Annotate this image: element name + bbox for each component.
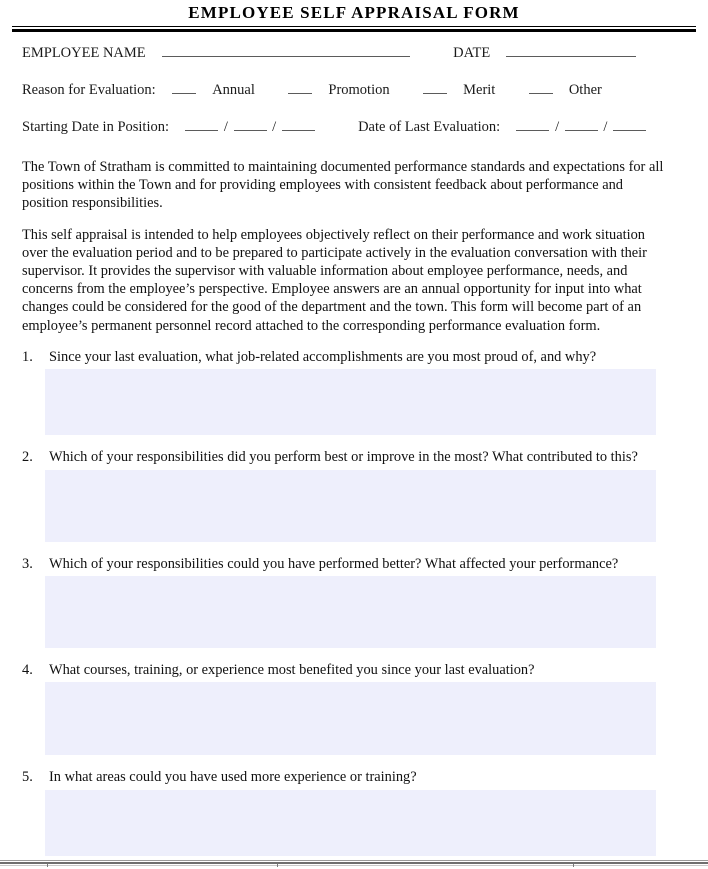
- page-title: EMPLOYEE SELF APPRAISAL FORM: [188, 3, 520, 22]
- question-heading: [22, 661, 686, 679]
- question-text: In what areas could you have used more experience or training?: [49, 769, 417, 786]
- answer-field-2[interactable]: [45, 470, 656, 542]
- question-item: [22, 348, 686, 435]
- intro-paragraph-1: The Town of Stratham is committed to maintaining documented performance standards and expectations for all positions within the Town and for providing employees with consistent feedback about performance and position responsibilities.: [22, 159, 664, 212]
- question-text: Which of your responsibilities did you perform best or improve in the most? What contributed to this?: [49, 449, 638, 466]
- reason-checkbox-merit[interactable]: [423, 78, 447, 94]
- reason-for-evaluation-row: [22, 78, 686, 115]
- question-heading: [22, 448, 686, 466]
- header-form-area: [0, 41, 708, 152]
- reason-checkbox-annual[interactable]: [172, 78, 196, 94]
- date-separator: /: [223, 119, 228, 135]
- starting-date-day-input[interactable]: [234, 115, 267, 131]
- intro-text-area: [0, 158, 708, 335]
- employee-name-input[interactable]: [162, 41, 410, 57]
- reason-for-evaluation-label: Reason for Evaluation:: [22, 82, 156, 98]
- reason-checkbox-promotion[interactable]: [288, 78, 312, 94]
- answer-field-5[interactable]: [45, 790, 656, 856]
- reason-option-label-annual: Annual: [212, 82, 255, 98]
- answer-field-3[interactable]: [45, 576, 656, 648]
- question-item: [22, 661, 686, 755]
- question-number: 5.: [22, 769, 33, 786]
- question-number: 1.: [22, 348, 33, 365]
- last-evaluation-year-input[interactable]: [613, 115, 646, 131]
- question-item: [22, 448, 686, 541]
- question-text: What courses, training, or experience most benefited you since your last evaluation?: [49, 662, 535, 679]
- starting-date-year-input[interactable]: [282, 115, 315, 131]
- last-evaluation-day-input[interactable]: [565, 115, 598, 131]
- question-item: [22, 555, 686, 648]
- questions-list: [0, 348, 708, 856]
- intro-paragraph-2: This self appraisal is intended to help employees objectively reflect on their performance and work situation over the evaluation period and to be prepared to participate actively in the evaluation conversation with their supervisor. It provides the supervisor with valuable information about employee performance, needs, and concerns from the employee’s perspective. Employee answers are an annual opportunity for input into what changes could be considered for the good of the department and the town. This form will become part of an employee’s permanent personnel record attached to the corresponding performance evaluation form.: [22, 226, 647, 334]
- divider-tick: [47, 864, 48, 867]
- employee-name-row: [22, 41, 686, 78]
- reason-option-label-other: Other: [568, 82, 602, 98]
- question-heading: [22, 555, 686, 573]
- date-separator: /: [272, 119, 277, 135]
- answer-field-1[interactable]: [45, 369, 656, 435]
- divider-line: [0, 865, 708, 866]
- employee-name-label: EMPLOYEE NAME: [22, 45, 146, 61]
- reason-option-label-merit: Merit: [463, 82, 496, 98]
- date-input[interactable]: [506, 41, 636, 57]
- question-heading: [22, 768, 686, 786]
- question-number: 3.: [22, 555, 33, 572]
- question-number: 4.: [22, 662, 33, 679]
- date-separator: /: [603, 119, 608, 135]
- starting-date-label: Starting Date in Position:: [22, 119, 170, 135]
- page-break-divider: [0, 860, 708, 869]
- date-label: DATE: [453, 45, 491, 61]
- starting-date-month-input[interactable]: [185, 115, 218, 131]
- reason-checkbox-other[interactable]: [529, 78, 553, 94]
- answer-field-4[interactable]: [45, 682, 656, 755]
- title-double-rule: [12, 26, 696, 32]
- reason-option-label-promotion: Promotion: [328, 82, 390, 98]
- last-evaluation-date-label: Date of Last Evaluation:: [358, 119, 501, 135]
- divider-line: [0, 860, 708, 861]
- question-text: Which of your responsibilities could you have performed better? What affected your performance?: [49, 555, 619, 572]
- divider-tick: [277, 864, 278, 867]
- last-evaluation-month-input[interactable]: [516, 115, 549, 131]
- divider-line: [0, 862, 708, 864]
- dates-row: [22, 115, 686, 152]
- question-item: [22, 768, 686, 855]
- divider-tick: [573, 864, 574, 867]
- question-number: 2.: [22, 449, 33, 466]
- question-text: Since your last evaluation, what job-related accomplishments are you most proud of, and why?: [49, 348, 597, 365]
- question-heading: [22, 348, 686, 366]
- date-separator: /: [555, 119, 560, 135]
